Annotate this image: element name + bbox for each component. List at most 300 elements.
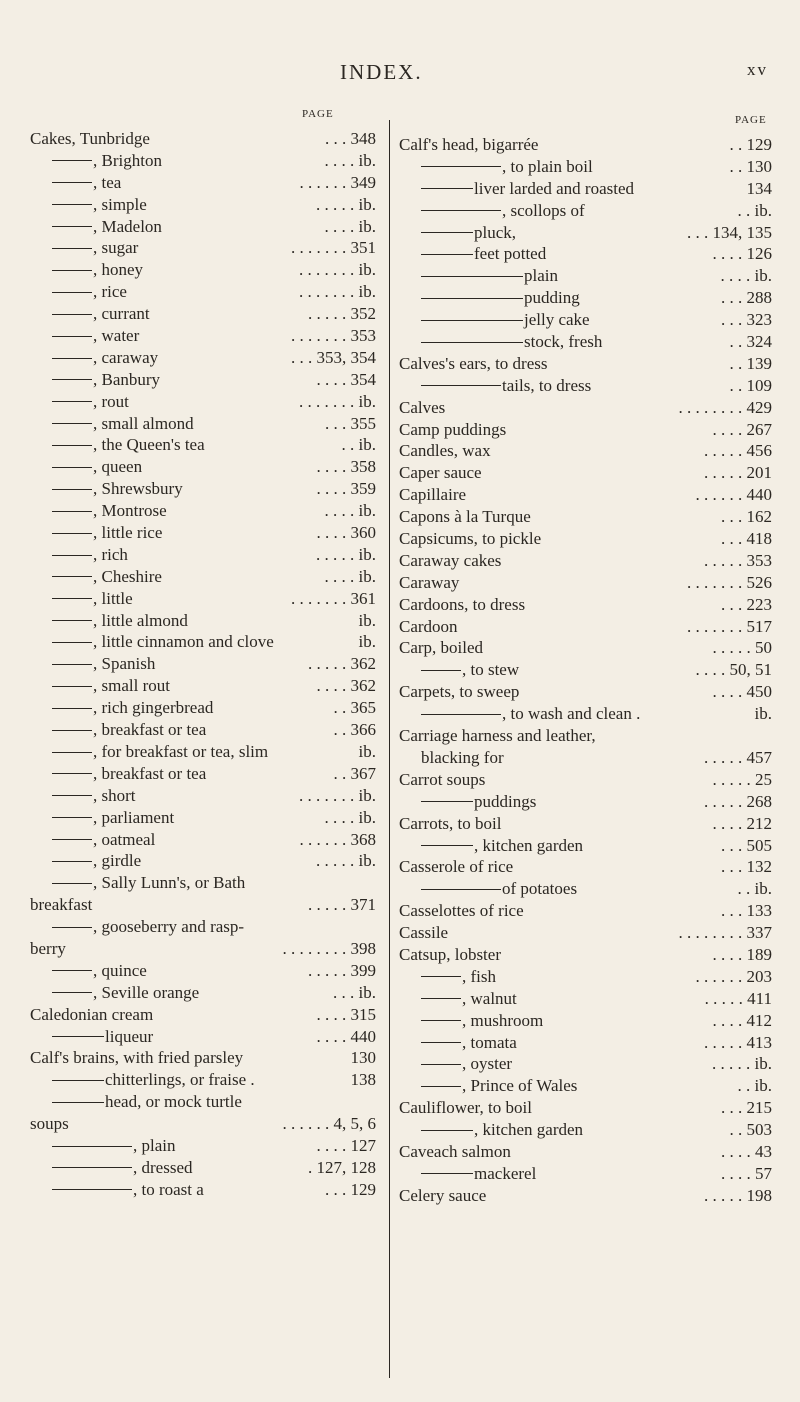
page-title: INDEX.: [340, 60, 423, 84]
entry-label: [52, 369, 160, 391]
entry-page-ref: . . . . . . . 517: [687, 616, 772, 636]
index-entry: [30, 1026, 376, 1048]
entry-text: Caper sauce: [399, 463, 482, 483]
entry-page-ref: . . . . . 268: [704, 791, 772, 811]
entry-text: , rout: [93, 391, 129, 411]
entry-page-ref: . . . 162: [721, 507, 772, 527]
entry-label: [52, 807, 174, 829]
entry-text: feet potted: [474, 244, 547, 264]
entry-page-ref: . . . . 267: [712, 419, 772, 439]
page-number: xv: [747, 60, 768, 79]
index-entry: [399, 287, 772, 309]
entry-page-ref: . . . . . . 368: [299, 829, 376, 849]
repeat-dash: [52, 817, 92, 818]
entry-text: Cauliflower, to boil: [399, 1098, 532, 1118]
repeat-dash: [52, 270, 92, 271]
index-entry: [399, 1163, 772, 1185]
entry-label: [421, 703, 640, 725]
entry-label: [421, 659, 519, 681]
entry-label: [399, 134, 538, 156]
entry-page-ref: 130: [350, 1048, 376, 1068]
index-entry: [30, 194, 376, 216]
entry-text: Calves: [399, 397, 446, 417]
entry-page-ref: 134: [746, 178, 772, 198]
entry-page-ref: . . 324: [729, 332, 772, 352]
index-entry: [399, 878, 772, 900]
repeat-dash: [52, 379, 92, 380]
entry-label: [421, 791, 536, 813]
entry-page-ref: . . . . 50, 51: [695, 660, 772, 680]
index-entry: [399, 156, 772, 178]
entry-text: , small almond: [93, 413, 194, 433]
entry-page-ref: . . . . ib.: [324, 807, 376, 827]
entry-text: Carpets, to sweep: [399, 682, 520, 702]
repeat-dash: [52, 642, 92, 643]
index-entry: [30, 960, 376, 982]
index-entry: [30, 653, 376, 675]
entry-page-ref: . . . . . ib.: [316, 544, 376, 564]
entry-page-ref: . . . . . 456: [704, 441, 772, 461]
entry-page-ref: ib.: [754, 704, 772, 724]
entry-page-ref: . . . . . 198: [704, 1185, 772, 1205]
entry-page-ref: . . . . . . . . 398: [282, 938, 376, 958]
entry-label: [52, 697, 213, 719]
index-entry: [30, 259, 376, 281]
repeat-dash: [52, 598, 92, 599]
entry-text: mackerel: [474, 1163, 537, 1183]
entry-label: [399, 528, 541, 550]
index-entry: [30, 544, 376, 566]
entry-page-ref: . . ib.: [737, 879, 772, 899]
entry-text: , short: [93, 785, 136, 805]
index-entry: [399, 1010, 772, 1032]
entry-text: , tomata: [462, 1032, 517, 1052]
entry-text: , caraway: [93, 347, 159, 367]
index-entry: [30, 128, 376, 150]
entry-text: Calf's head, bigarrée: [399, 135, 539, 154]
entry-page-ref: . . . . . . . 526: [687, 572, 772, 592]
repeat-dash: [52, 533, 92, 534]
entry-text: chitterlings, or fraise .: [105, 1070, 255, 1090]
index-entry: [30, 281, 376, 303]
entry-page-ref: . . ib.: [737, 1076, 772, 1096]
entry-label: [52, 631, 274, 653]
entry-text: Candles, wax: [399, 441, 491, 461]
entry-page-ref: . . . . . . . ib.: [299, 391, 376, 411]
entry-page-ref: . . . . . 25: [712, 769, 772, 789]
index-entry: [399, 1032, 772, 1054]
entry-page-ref: . . . . . . 349: [299, 172, 376, 192]
entry-page-ref: . . . . . 399: [308, 960, 376, 980]
entry-label: [421, 287, 580, 309]
entry-page-ref: . . . . 359: [316, 479, 376, 499]
repeat-dash: [421, 714, 501, 715]
entry-label: [52, 303, 150, 325]
entry-text: , breakfast or tea: [93, 763, 207, 783]
index-entry: [30, 850, 376, 872]
entry-page-ref: . . . 132: [721, 857, 772, 877]
entry-text: , Prince of Wales: [462, 1076, 578, 1096]
column-divider: [389, 120, 390, 1378]
entry-text: blacking for: [421, 747, 504, 767]
index-entry: [30, 697, 376, 719]
index-entry: [30, 566, 376, 588]
entry-label: [421, 1075, 577, 1097]
repeat-dash: [52, 248, 92, 249]
index-entry: [30, 216, 376, 238]
repeat-dash: [421, 385, 501, 386]
entry-page-ref: . . . 353, 354: [291, 347, 376, 367]
entry-text: , sugar: [93, 238, 139, 258]
index-entry: [399, 397, 772, 419]
entry-page-ref: . . . . . 362: [308, 654, 376, 674]
index-entry: [30, 807, 376, 829]
entry-page-ref: . . . . . 352: [308, 304, 376, 324]
entry-text: , kitchen garden: [474, 1120, 584, 1140]
entry-label: [30, 1004, 153, 1026]
entry-label: [399, 1141, 511, 1163]
entry-text: , oatmeal: [93, 829, 156, 849]
index-entry: [30, 610, 376, 632]
entry-text: of potatoes: [502, 879, 578, 899]
entry-text: , quince: [93, 960, 147, 980]
entry-page-ref: . . . 418: [721, 529, 772, 549]
entry-label: [421, 331, 602, 353]
entry-label: [30, 128, 150, 150]
repeat-dash: [52, 314, 92, 315]
repeat-dash: [52, 839, 92, 840]
entry-page-ref: . . . . . . . 353: [291, 326, 376, 346]
entry-label: [421, 375, 591, 397]
repeat-dash: [421, 670, 461, 671]
repeat-dash: [52, 1146, 132, 1147]
entry-label: [52, 1157, 192, 1179]
index-entry: [30, 325, 376, 347]
entry-text: Carrots, to boil: [399, 813, 502, 833]
entry-page-ref: . . 109: [729, 375, 772, 395]
index-entry: [30, 303, 376, 325]
repeat-dash: [52, 401, 92, 402]
index-entry: [30, 522, 376, 544]
entry-text: Calf's brains, with fried parsley: [30, 1048, 244, 1068]
entry-label: [52, 544, 128, 566]
repeat-dash: [52, 927, 92, 928]
entry-label: [52, 1135, 176, 1157]
entry-text: soups: [30, 1114, 69, 1134]
index-entry: [30, 413, 376, 435]
entry-label: [399, 813, 501, 835]
entry-text: Cassile: [399, 923, 449, 943]
entry-label: [421, 309, 590, 331]
entry-page-ref: . . . . . . . ib.: [299, 785, 376, 805]
entry-label: [52, 916, 244, 938]
entry-text: puddings: [474, 791, 537, 811]
index-entry: [30, 172, 376, 194]
entry-list-left: [30, 128, 376, 1201]
repeat-dash: [52, 292, 92, 293]
entry-label: [52, 741, 268, 763]
index-entry: [30, 456, 376, 478]
entry-label: [52, 610, 188, 632]
entry-text: , parliament: [93, 807, 175, 827]
repeat-dash: [52, 992, 92, 993]
index-entry: [399, 616, 772, 638]
index-entry: [399, 265, 772, 287]
entry-label: [52, 829, 155, 851]
index-entry: [399, 528, 772, 550]
index-entry: [399, 659, 772, 681]
repeat-dash: [52, 970, 92, 971]
entry-text: Celery sauce: [399, 1185, 487, 1205]
repeat-dash: [421, 166, 501, 167]
repeat-dash: [52, 773, 92, 774]
entry-label: [52, 982, 199, 1004]
entry-label: [52, 216, 162, 238]
entry-text: , girdle: [93, 851, 142, 871]
entry-page-ref: . . . . . 411: [704, 988, 772, 1008]
repeat-dash: [52, 467, 92, 468]
index-entry: [399, 419, 772, 441]
repeat-dash: [52, 708, 92, 709]
entry-label: [52, 522, 162, 544]
repeat-dash: [421, 1020, 461, 1021]
entry-page-ref: . . . . . ib.: [712, 1054, 772, 1074]
entry-page-ref: ib.: [358, 632, 376, 652]
entry-page-ref: . . . ib.: [333, 982, 376, 1002]
entry-page-ref: . . . . . . . 361: [291, 588, 376, 608]
entry-text: , mushroom: [462, 1010, 544, 1030]
entry-label: [421, 265, 558, 287]
entry-label: [421, 243, 546, 265]
index-entry: [399, 572, 772, 594]
entry-label: [399, 484, 466, 506]
index-entry: [30, 237, 376, 259]
entry-page-ref: . . . . . ib.: [316, 194, 376, 214]
index-entry: [30, 938, 376, 960]
repeat-dash: [52, 576, 92, 577]
repeat-dash: [52, 445, 92, 446]
entry-label: [421, 835, 583, 857]
entry-label: [30, 938, 66, 960]
index-entry: [399, 550, 772, 572]
entry-label: [52, 150, 162, 172]
index-entry: [399, 900, 772, 922]
index-entry: [399, 1075, 772, 1097]
index-entry: [399, 988, 772, 1010]
entry-page-ref: . . . . 57: [721, 1163, 772, 1183]
entry-label: [421, 988, 517, 1010]
index-entry: [399, 1185, 772, 1207]
repeat-dash: [52, 336, 92, 337]
entry-label: [399, 506, 531, 528]
repeat-dash: [421, 976, 461, 977]
entry-text: , breakfast or tea: [93, 720, 207, 740]
entry-page-ref: . . . . . 201: [704, 463, 772, 483]
index-entry: [399, 791, 772, 813]
entry-text: Capsicums, to pickle: [399, 529, 542, 549]
entry-page-ref: . . . . 412: [712, 1010, 772, 1030]
entry-page-ref: . . . . ib.: [324, 150, 376, 170]
repeat-dash: [52, 1167, 132, 1168]
index-entry: [30, 719, 376, 741]
entry-label: [52, 456, 142, 478]
entry-label: [52, 281, 127, 303]
entry-page-ref: . . . . ib.: [324, 216, 376, 236]
entry-label: [421, 1010, 543, 1032]
repeat-dash: [52, 1189, 132, 1190]
entry-text: , little almond: [93, 610, 188, 630]
entry-text: , Spanish: [93, 654, 156, 674]
entry-text: Caveach salmon: [399, 1141, 511, 1161]
entry-label: [399, 637, 483, 659]
entry-label: [30, 894, 92, 916]
entry-label: [52, 325, 139, 347]
entry-text: head, or mock turtle: [105, 1092, 242, 1112]
entry-text: jelly cake: [524, 310, 590, 330]
repeat-dash: [421, 1064, 461, 1065]
index-entry: [30, 1004, 376, 1026]
entry-text: , Seville orange: [93, 982, 200, 1002]
entry-text: , little: [93, 588, 133, 608]
entry-page-ref: . . . 215: [721, 1098, 772, 1118]
entry-text: , honey: [93, 260, 144, 280]
entry-label: [421, 1163, 536, 1185]
entry-label: [399, 616, 458, 638]
index-entry: [30, 1069, 376, 1091]
repeat-dash: [52, 730, 92, 731]
entry-text: berry: [30, 938, 66, 958]
entry-page-ref: . . . . . 353: [704, 550, 772, 570]
entry-page-ref: ib.: [358, 741, 376, 761]
index-entry: [399, 637, 772, 659]
entry-page-ref: . . . 129: [325, 1179, 376, 1199]
entry-page-ref: . . . . . . . ib.: [299, 282, 376, 302]
entry-text: Camp puddings: [399, 419, 507, 439]
entry-page-ref: ib.: [358, 610, 376, 630]
repeat-dash: [421, 298, 523, 299]
entry-label: [52, 763, 206, 785]
entry-text: , queen: [93, 457, 143, 477]
entry-label: [399, 1097, 532, 1119]
entry-page-ref: . . . . . 457: [704, 747, 772, 767]
index-entry: [30, 763, 376, 785]
entry-label: [52, 194, 147, 216]
repeat-dash: [52, 182, 92, 183]
entry-text: , Cheshire: [93, 566, 162, 586]
entry-text: Carrot soups: [399, 769, 486, 789]
entry-text: , water: [93, 326, 140, 346]
entry-label: [52, 675, 170, 697]
entry-label: [52, 500, 167, 522]
entry-page-ref: . . . . ib.: [324, 566, 376, 586]
index-entry: [399, 725, 772, 747]
index-entry: [399, 835, 772, 857]
repeat-dash: [52, 752, 92, 753]
entry-label: [399, 440, 491, 462]
entry-page-ref: . . . . . . . ib.: [299, 260, 376, 280]
entry-page-ref: . . . 323: [721, 310, 772, 330]
entry-page-ref: . . . . 440: [316, 1026, 376, 1046]
entry-page-ref: . . . 505: [721, 835, 772, 855]
entry-label: [399, 572, 459, 594]
index-entry: [30, 872, 376, 894]
entry-page-ref: . . . 348: [325, 129, 376, 148]
index-entry: [399, 134, 772, 156]
entry-text: liver larded and roasted: [474, 178, 635, 198]
repeat-dash: [421, 889, 501, 890]
entry-label: [399, 462, 482, 484]
repeat-dash: [52, 1080, 104, 1081]
entry-text: Cardoon: [399, 616, 458, 636]
entry-label: [421, 747, 504, 769]
repeat-dash: [421, 320, 523, 321]
entry-label: [52, 588, 133, 610]
index-entry: [399, 703, 772, 725]
entry-text: Cardoons, to dress: [399, 594, 526, 614]
repeat-dash: [421, 276, 523, 277]
repeat-dash: [421, 1086, 461, 1087]
index-entry: [399, 1141, 772, 1163]
repeat-dash: [52, 160, 92, 161]
entry-label: [52, 1069, 255, 1091]
repeat-dash: [421, 254, 473, 255]
index-entry: [30, 434, 376, 456]
entry-text: , rich gingerbread: [93, 698, 214, 718]
entry-text: Capillaire: [399, 485, 467, 505]
index-entry: [399, 484, 772, 506]
entry-page-ref: . . . . ib.: [720, 266, 772, 286]
entry-text: , to wash and clean .: [502, 704, 641, 724]
entry-text: Caraway cakes: [399, 550, 502, 570]
repeat-dash: [421, 342, 523, 343]
entry-page-ref: . . . . . 371: [308, 895, 376, 915]
entry-label: [399, 944, 501, 966]
entry-text: , fish: [462, 966, 496, 986]
entry-text: , little cinnamon and clove: [93, 632, 274, 652]
index-entry: [30, 391, 376, 413]
entry-label: [52, 719, 206, 741]
entry-page-ref: . . 367: [333, 763, 376, 783]
repeat-dash: [52, 1036, 104, 1037]
entry-text: , tea: [93, 172, 122, 192]
entry-page-ref: . . . 223: [721, 594, 772, 614]
entry-label: [399, 594, 525, 616]
index-entry: [30, 675, 376, 697]
entry-page-ref: . . 503: [729, 1120, 772, 1140]
entry-label: [421, 178, 634, 200]
repeat-dash: [421, 998, 461, 999]
entry-text: , simple: [93, 194, 147, 214]
entry-label: [52, 653, 155, 675]
entry-label: [52, 960, 147, 982]
index-entry: [399, 200, 772, 222]
entry-page-ref: . . . . . . . . 337: [678, 923, 772, 943]
entry-text: , plain: [133, 1135, 176, 1155]
entry-text: pluck,: [474, 222, 517, 242]
entry-text: Carriage harness and leather,: [399, 726, 596, 746]
repeat-dash: [52, 423, 92, 424]
entry-page-ref: . . . . . ib.: [316, 851, 376, 871]
entry-label: [52, 566, 162, 588]
repeat-dash: [52, 620, 92, 621]
entry-label: [52, 259, 143, 281]
index-entry: [30, 1135, 376, 1157]
entry-text: Catsup, lobster: [399, 944, 501, 964]
entry-label: [421, 1119, 583, 1141]
entry-text: pudding: [524, 288, 580, 308]
entry-page-ref: . . . . ib.: [324, 501, 376, 521]
index-entry: [30, 588, 376, 610]
